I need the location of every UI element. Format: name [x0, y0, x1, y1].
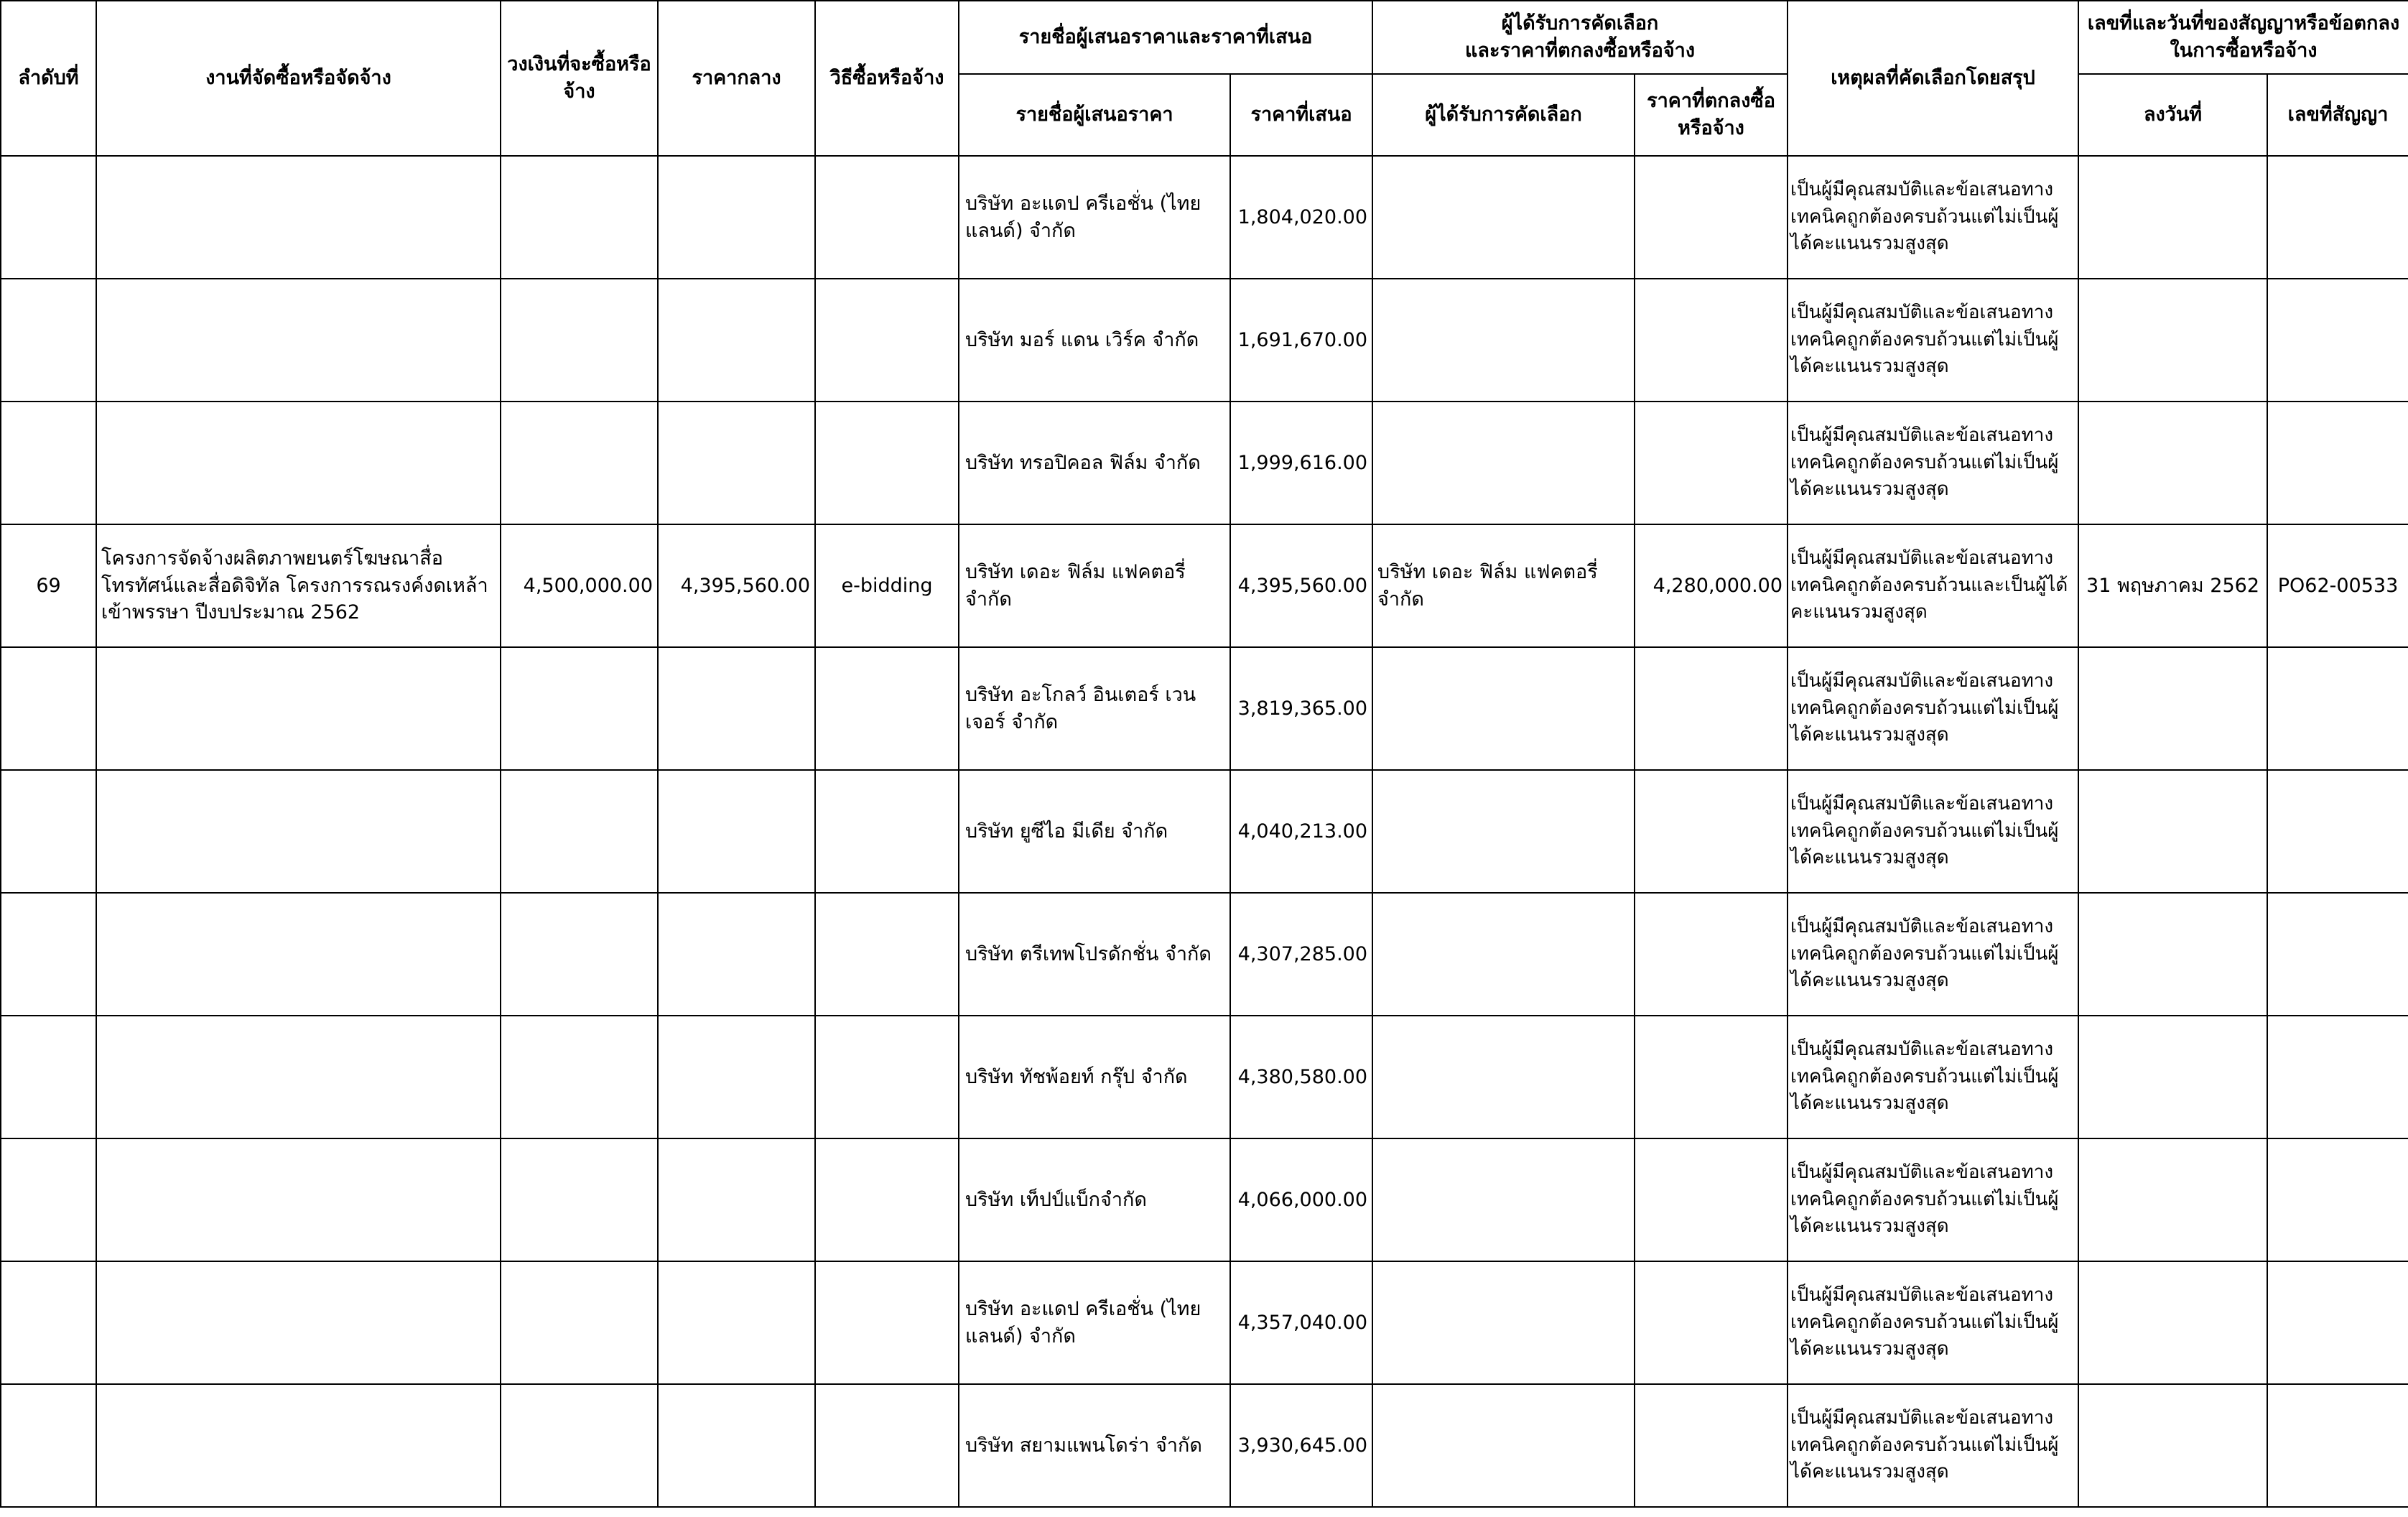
- cell-budget: [501, 279, 658, 402]
- cell-selected-name: [1372, 1384, 1635, 1507]
- header-bid-price: ราคาที่เสนอ: [1230, 74, 1372, 156]
- cell-selected-name: [1372, 1016, 1635, 1138]
- header-median-price: ราคากลาง: [658, 1, 815, 156]
- cell-contract-no: [2267, 1261, 2408, 1384]
- cell-method: [815, 893, 959, 1016]
- cell-bidder-name: บริษัท ทรอปิคอล ฟิล์ม จำกัด: [959, 402, 1230, 524]
- cell-method: [815, 402, 959, 524]
- cell-contract-no: [2267, 402, 2408, 524]
- header-task: งานที่จัดซื้อหรือจัดจ้าง: [96, 1, 501, 156]
- cell-contract-date: [2078, 1138, 2267, 1261]
- cell-bid-price: 1,804,020.00: [1230, 156, 1372, 279]
- cell-no: [1, 279, 96, 402]
- cell-selected-name: [1372, 156, 1635, 279]
- cell-budget: [501, 402, 658, 524]
- cell-contract-date: [2078, 770, 2267, 893]
- cell-median-price: [658, 893, 815, 1016]
- cell-no: [1, 1138, 96, 1261]
- cell-contract-date: [2078, 279, 2267, 402]
- cell-reason: เป็นผู้มีคุณสมบัติและข้อเสนอทางเทคนิคถูกต้องครบถ้วนและเป็นผู้ได้คะแนนรวมสูงสุด: [1788, 524, 2078, 647]
- table-row: [1, 1261, 2408, 1384]
- cell-bid-price: 1,999,616.00: [1230, 402, 1372, 524]
- cell-no: [1, 893, 96, 1016]
- cell-budget: [501, 893, 658, 1016]
- cell-agreed-price: [1635, 770, 1788, 893]
- cell-reason: เป็นผู้มีคุณสมบัติและข้อเสนอทางเทคนิคถูกต้องครบถ้วนแต่ไม่เป็นผู้ได้คะแนนรวมสูงสุด: [1788, 893, 2078, 1016]
- cell-task: [96, 1138, 501, 1261]
- cell-reason: เป็นผู้มีคุณสมบัติและข้อเสนอทางเทคนิคถูกต้องครบถ้วนแต่ไม่เป็นผู้ได้คะแนนรวมสูงสุด: [1788, 770, 2078, 893]
- header-bidder-name: รายชื่อผู้เสนอราคา: [959, 74, 1230, 156]
- cell-no: [1, 1261, 96, 1384]
- cell-contract-date: [2078, 893, 2267, 1016]
- cell-median-price: [658, 156, 815, 279]
- cell-bidder-name: บริษัท ยูซีไอ มีเดีย จำกัด: [959, 770, 1230, 893]
- cell-reason: เป็นผู้มีคุณสมบัติและข้อเสนอทางเทคนิคถูกต้องครบถ้วนแต่ไม่เป็นผู้ได้คะแนนรวมสูงสุด: [1788, 647, 2078, 770]
- cell-reason: เป็นผู้มีคุณสมบัติและข้อเสนอทางเทคนิคถูกต้องครบถ้วนแต่ไม่เป็นผู้ได้คะแนนรวมสูงสุด: [1788, 1138, 2078, 1261]
- cell-method: e-bidding: [815, 524, 959, 647]
- cell-bidder-name: บริษัท ตรีเทพโปรดักชั่น จำกัด: [959, 893, 1230, 1016]
- cell-no: [1, 1016, 96, 1138]
- cell-bidder-name: บริษัท อะโกลว์ อินเตอร์ เวนเจอร์ จำกัด: [959, 647, 1230, 770]
- header-agreed-price: ราคาที่ตกลงซื้อหรือจ้าง: [1635, 74, 1788, 156]
- cell-median-price: [658, 402, 815, 524]
- cell-contract-date: [2078, 402, 2267, 524]
- cell-task: [96, 770, 501, 893]
- table-row: [1, 1384, 2408, 1507]
- cell-median-price: [658, 279, 815, 402]
- cell-budget: 4,500,000.00: [501, 524, 658, 647]
- cell-contract-date: [2078, 647, 2267, 770]
- cell-reason: เป็นผู้มีคุณสมบัติและข้อเสนอทางเทคนิคถูกต้องครบถ้วนแต่ไม่เป็นผู้ได้คะแนนรวมสูงสุด: [1788, 156, 2078, 279]
- table-row: [1, 1138, 2408, 1261]
- cell-task: [96, 1261, 501, 1384]
- cell-method: [815, 1261, 959, 1384]
- cell-task: [96, 1016, 501, 1138]
- cell-budget: [501, 647, 658, 770]
- cell-budget: [501, 770, 658, 893]
- cell-budget: [501, 1384, 658, 1507]
- header-bidders-group: รายชื่อผู้เสนอราคาและราคาที่เสนอ: [959, 1, 1372, 74]
- cell-bid-price: 4,307,285.00: [1230, 893, 1372, 1016]
- cell-median-price: [658, 1261, 815, 1384]
- cell-selected-name: [1372, 770, 1635, 893]
- cell-median-price: [658, 770, 815, 893]
- cell-bidder-name: บริษัท สยามแพนโดร่า จำกัด: [959, 1384, 1230, 1507]
- cell-no: [1, 156, 96, 279]
- cell-contract-no: [2267, 893, 2408, 1016]
- cell-task: [96, 402, 501, 524]
- cell-agreed-price: 4,280,000.00: [1635, 524, 1788, 647]
- cell-budget: [501, 156, 658, 279]
- cell-agreed-price: [1635, 156, 1788, 279]
- cell-reason: เป็นผู้มีคุณสมบัติและข้อเสนอทางเทคนิคถูกต้องครบถ้วนแต่ไม่เป็นผู้ได้คะแนนรวมสูงสุด: [1788, 1261, 2078, 1384]
- header-reason: เหตุผลที่คัดเลือกโดยสรุป: [1788, 1, 2078, 156]
- cell-median-price: [658, 1384, 815, 1507]
- cell-contract-date: [2078, 1016, 2267, 1138]
- cell-agreed-price: [1635, 647, 1788, 770]
- cell-bid-price: 4,380,580.00: [1230, 1016, 1372, 1138]
- cell-reason: เป็นผู้มีคุณสมบัติและข้อเสนอทางเทคนิคถูกต้องครบถ้วนแต่ไม่เป็นผู้ได้คะแนนรวมสูงสุด: [1788, 1384, 2078, 1507]
- cell-contract-no: [2267, 1016, 2408, 1138]
- table-row: [1, 770, 2408, 893]
- cell-task: [96, 279, 501, 402]
- cell-bid-price: 3,819,365.00: [1230, 647, 1372, 770]
- header-selected-name: ผู้ได้รับการคัดเลือก: [1372, 74, 1635, 156]
- cell-selected-name: [1372, 279, 1635, 402]
- cell-contract-date: [2078, 156, 2267, 279]
- cell-contract-no: [2267, 1384, 2408, 1507]
- cell-no: [1, 402, 96, 524]
- cell-contract-no: [2267, 1138, 2408, 1261]
- header-method: วิธีซื้อหรือจ้าง: [815, 1, 959, 156]
- cell-selected-name: [1372, 1261, 1635, 1384]
- cell-method: [815, 647, 959, 770]
- cell-no: [1, 647, 96, 770]
- cell-bid-price: 4,357,040.00: [1230, 1261, 1372, 1384]
- cell-contract-date: [2078, 1261, 2267, 1384]
- cell-bid-price: 4,066,000.00: [1230, 1138, 1372, 1261]
- cell-contract-date: 31 พฤษภาคม 2562: [2078, 524, 2267, 647]
- cell-bid-price: 4,395,560.00: [1230, 524, 1372, 647]
- table-row: [1, 524, 2408, 647]
- cell-median-price: [658, 1138, 815, 1261]
- cell-agreed-price: [1635, 1138, 1788, 1261]
- cell-selected-name: [1372, 647, 1635, 770]
- table-row: [1, 402, 2408, 524]
- cell-agreed-price: [1635, 1384, 1788, 1507]
- header-contract-no: เลขที่สัญญา: [2267, 74, 2408, 156]
- cell-agreed-price: [1635, 1261, 1788, 1384]
- cell-bidder-name: บริษัท อะแดป ครีเอชั่น (ไทยแลนด์) จำกัด: [959, 1261, 1230, 1384]
- cell-contract-no: PO62-00533: [2267, 524, 2408, 647]
- cell-agreed-price: [1635, 402, 1788, 524]
- cell-contract-no: [2267, 770, 2408, 893]
- table-row: [1, 156, 2408, 279]
- header-selected-group-line2: และราคาที่ตกลงซื้อหรือจ้าง: [1465, 40, 1695, 62]
- cell-method: [815, 1384, 959, 1507]
- cell-task: [96, 893, 501, 1016]
- cell-bid-price: 4,040,213.00: [1230, 770, 1372, 893]
- header-contract-group: เลขที่และวันที่ของสัญญาหรือข้อตกลงในการซื้อหรือจ้าง: [2078, 1, 2408, 74]
- cell-budget: [501, 1138, 658, 1261]
- cell-budget: [501, 1261, 658, 1384]
- header-selected-group-line1: ผู้ได้รับการคัดเลือก: [1501, 12, 1659, 35]
- table-row: [1, 1016, 2408, 1138]
- cell-method: [815, 156, 959, 279]
- cell-task: [96, 647, 501, 770]
- cell-task: [96, 156, 501, 279]
- header-row-1: [1, 1, 2408, 74]
- cell-method: [815, 1016, 959, 1138]
- cell-selected-name: [1372, 893, 1635, 1016]
- header-selected-group: [1372, 1, 1788, 74]
- cell-task: [96, 1384, 501, 1507]
- cell-task: โครงการจัดจ้างผลิตภาพยนตร์โฆษณาสื่อโทรทัศน์และสื่อดิจิทัล โครงการรณรงค์งดเหล้าเข้าพรรษา ปีงบประมาณ 2562: [96, 524, 501, 647]
- cell-agreed-price: [1635, 279, 1788, 402]
- cell-contract-no: [2267, 156, 2408, 279]
- cell-contract-no: [2267, 647, 2408, 770]
- cell-reason: เป็นผู้มีคุณสมบัติและข้อเสนอทางเทคนิคถูกต้องครบถ้วนแต่ไม่เป็นผู้ได้คะแนนรวมสูงสุด: [1788, 402, 2078, 524]
- cell-no: [1, 770, 96, 893]
- cell-method: [815, 1138, 959, 1261]
- table-body: [1, 156, 2408, 1507]
- cell-median-price: [658, 647, 815, 770]
- header-no: ลำดับที่: [1, 1, 96, 156]
- table-row: [1, 279, 2408, 402]
- cell-method: [815, 770, 959, 893]
- cell-selected-name: [1372, 402, 1635, 524]
- header-budget: วงเงินที่จะซื้อหรือจ้าง: [501, 1, 658, 156]
- cell-method: [815, 279, 959, 402]
- cell-bidder-name: บริษัท มอร์ แดน เวิร์ค จำกัด: [959, 279, 1230, 402]
- cell-median-price: 4,395,560.00: [658, 524, 815, 647]
- cell-contract-no: [2267, 279, 2408, 402]
- cell-agreed-price: [1635, 893, 1788, 1016]
- cell-bidder-name: บริษัท ทัชพ้อยท์ กรุ๊ป จำกัด: [959, 1016, 1230, 1138]
- cell-bidder-name: บริษัท เท็ปป์แบ็กจำกัด: [959, 1138, 1230, 1261]
- cell-median-price: [658, 1016, 815, 1138]
- cell-bidder-name: บริษัท อะแดป ครีเอชั่น (ไทยแลนด์) จำกัด: [959, 156, 1230, 279]
- table-row: [1, 647, 2408, 770]
- cell-agreed-price: [1635, 1016, 1788, 1138]
- cell-selected-name: [1372, 1138, 1635, 1261]
- cell-budget: [501, 1016, 658, 1138]
- cell-contract-date: [2078, 1384, 2267, 1507]
- cell-no: 69: [1, 524, 96, 647]
- cell-bidder-name: บริษัท เดอะ ฟิล์ม แฟคตอรี่ จำกัด: [959, 524, 1230, 647]
- header-contract-date: ลงวันที่: [2078, 74, 2267, 156]
- table-row: [1, 893, 2408, 1016]
- cell-reason: เป็นผู้มีคุณสมบัติและข้อเสนอทางเทคนิคถูกต้องครบถ้วนแต่ไม่เป็นผู้ได้คะแนนรวมสูงสุด: [1788, 279, 2078, 402]
- cell-reason: เป็นผู้มีคุณสมบัติและข้อเสนอทางเทคนิคถูกต้องครบถ้วนแต่ไม่เป็นผู้ได้คะแนนรวมสูงสุด: [1788, 1016, 2078, 1138]
- cell-selected-name: บริษัท เดอะ ฟิล์ม แฟคตอรี่ จำกัด: [1372, 524, 1635, 647]
- cell-bid-price: 1,691,670.00: [1230, 279, 1372, 402]
- cell-bid-price: 3,930,645.00: [1230, 1384, 1372, 1507]
- cell-no: [1, 1384, 96, 1507]
